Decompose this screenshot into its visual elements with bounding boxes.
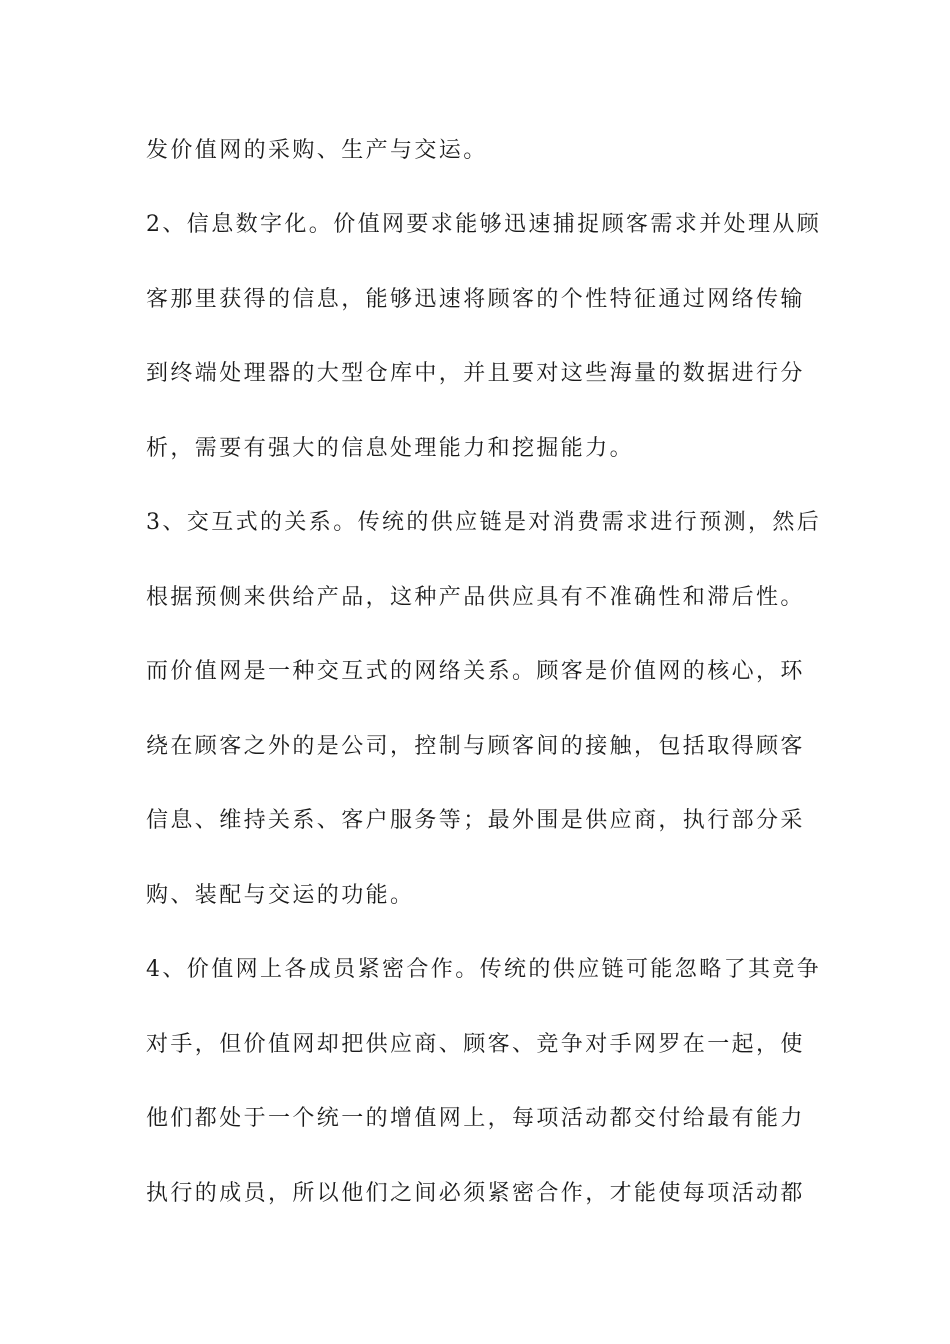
text-line: 而价值网是一种交互式的网络关系。顾客是价值网的核心，环 bbox=[146, 659, 805, 684]
text-line: 4、价值网上各成员紧密合作。传统的供应链可能忽略了其竞争 bbox=[146, 957, 822, 982]
text-line: 购、装配与交运的功能。 bbox=[146, 883, 415, 908]
text-line: 3、交互式的关系。传统的供应链是对消费需求进行预测，然后 bbox=[146, 510, 822, 535]
text-line: 客那里获得的信息，能够迅速将顾客的个性特征通过网络传输 bbox=[146, 287, 805, 312]
text-line: 到终端处理器的大型仓库中，并且要对这些海量的数据进行分 bbox=[146, 361, 805, 386]
text-line: 根据预侧来供给产品，这种产品供应具有不准确性和滞后性。 bbox=[146, 585, 805, 610]
text-line: 信息、维持关系、客户服务等；最外围是供应商，执行部分采 bbox=[146, 808, 805, 833]
text-line: 绕在顾客之外的是公司，控制与顾客间的接触，包括取得顾客 bbox=[146, 734, 805, 759]
text-line: 对手，但价值网却把供应商、顾客、竞争对手网罗在一起，使 bbox=[146, 1032, 805, 1057]
text-line: 他们都处于一个统一的增值网上，每项活动都交付给最有能力 bbox=[146, 1106, 805, 1131]
text-line: 2、信息数字化。价值网要求能够迅速捕捉顾客需求并处理从顾 bbox=[146, 212, 822, 237]
text-line: 发价值网的采购、生产与交运。 bbox=[146, 138, 488, 163]
text-line: 执行的成员，所以他们之间必须紧密合作，才能使每项活动都 bbox=[146, 1181, 805, 1206]
text-line: 析，需要有强大的信息处理能力和挖掘能力。 bbox=[146, 436, 635, 461]
